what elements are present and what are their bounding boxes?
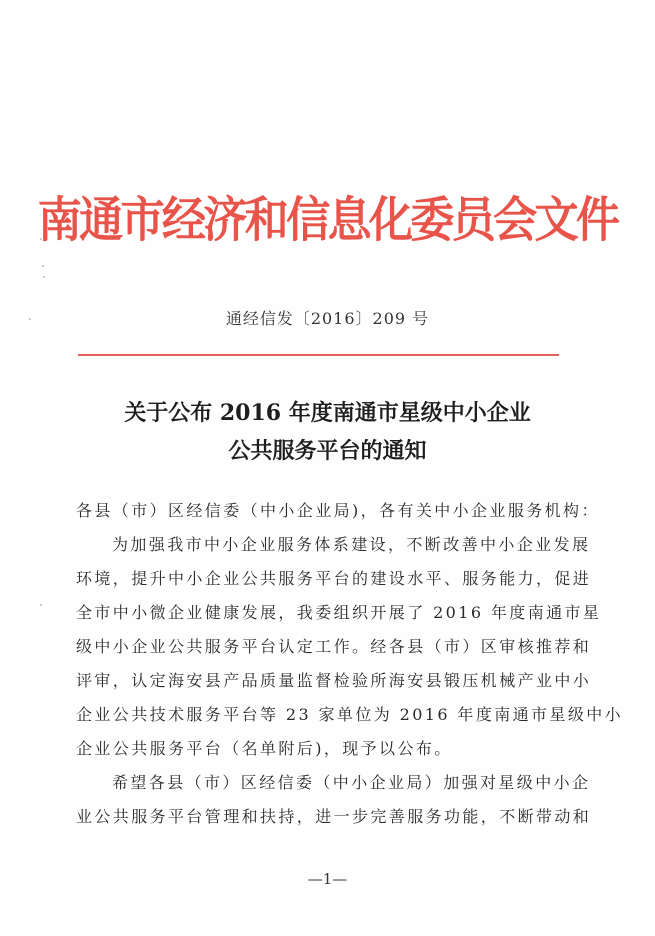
scan-speck bbox=[42, 265, 44, 267]
notice-title-line-2: 公共服务平台的通知 bbox=[228, 438, 427, 464]
body-line: 为加强我市中小企业服务体系建设，不断改善中小企业发展 bbox=[112, 535, 591, 554]
body-line: 级中小企业公共服务平台认定工作。经各县（市）区审核推荐和 bbox=[76, 637, 592, 656]
salutation-line: 各县（市）区经信委（中小企业局)，各有关中小企业服务机构： bbox=[76, 501, 600, 520]
issuer-header-title: 南通市经济和信息化委员会文件 bbox=[37, 192, 618, 248]
scan-speck bbox=[43, 276, 45, 278]
body-line: 全市中小微企业健康发展，我委组织开展了 2016 年度南通市星 bbox=[76, 603, 602, 622]
body-line: 环境，提升中小企业公共服务平台的建设水平、服务能力，促进 bbox=[76, 569, 592, 588]
notice-title-line-1: 关于公布 2016 年度南通市星级中小企业 bbox=[124, 400, 531, 426]
body-line: 评审，认定海安县产品质量监督检验所海安县锻压机械产业中小 bbox=[76, 671, 592, 690]
red-separator-rule bbox=[78, 354, 559, 356]
body-line: 企业公共服务平台（名单附后)，现予以公布。 bbox=[76, 739, 453, 758]
notice-body bbox=[76, 494, 624, 834]
page-number: —1— bbox=[307, 870, 348, 888]
body-line: 企业公共技术服务平台等 23 家单位为 2016 年度南通市星级中小 bbox=[76, 705, 624, 724]
body-line: 业公共服务平台管理和扶持，进一步完善服务功能，不断带动和 bbox=[76, 807, 592, 826]
scan-speck bbox=[40, 604, 42, 606]
document-number: 通经信发〔2016〕209 号 bbox=[225, 309, 430, 328]
body-line: 希望各县（市）区经信委（中小企业局）加强对星级中小企 bbox=[112, 773, 591, 792]
notice-title bbox=[0, 394, 655, 470]
